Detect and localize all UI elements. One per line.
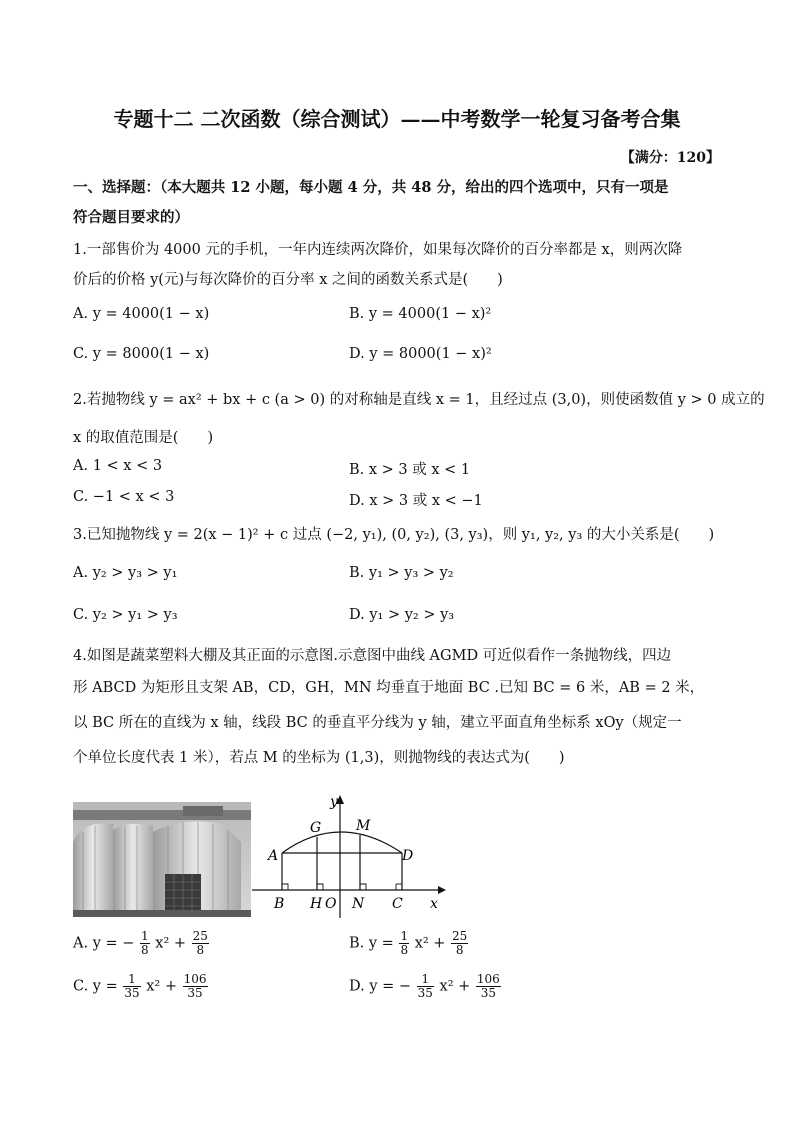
q4-option-a-prefix: A. y = − bbox=[73, 935, 135, 952]
q4-option-d-frac1: $\frac{1}{35}$ bbox=[417, 972, 433, 1000]
greenhouse-photo bbox=[73, 802, 251, 917]
q2-stem-line1: 2.若抛物线 y = ax² + bx + c (a > 0) 的对称轴是直线 x = 1，且经过点 (3,0)，则使函数值 y > 0 成立的 bbox=[73, 392, 765, 408]
full-score-label: 【满分：120】 bbox=[620, 150, 720, 166]
q4-option-b-frac2: $\frac{25}{8}$ bbox=[452, 929, 468, 957]
label-m: M bbox=[356, 818, 371, 834]
q4-option-d-mid: x² + bbox=[439, 978, 471, 995]
section1-heading-line1: 一、选择题：（本大题共 12 小题，每小题 4 分，共 48 分，给出的四个选项中，只有一项是 bbox=[73, 179, 669, 196]
q4-option-b-prefix: B. y = bbox=[349, 935, 394, 952]
q4-option-a bbox=[73, 930, 210, 957]
q4-option-d bbox=[349, 973, 502, 1000]
q4-option-b-frac1: $\frac{1}{8}$ bbox=[400, 929, 409, 957]
q1-stem-line2: 价后的价格 y(元)与每次降价的百分率 x 之间的函数关系式是( ) bbox=[73, 272, 503, 288]
q2-stem-line2: x 的取值范围是( ) bbox=[73, 430, 214, 446]
q4-option-b bbox=[349, 930, 469, 957]
q4-stem-line2: 形 ABCD 为矩形且支架 AB，CD，GH，MN 均垂直于地面 BC .已知 BC = 6 米，AB = 2 米， bbox=[73, 680, 705, 696]
label-a: A bbox=[268, 848, 279, 864]
q2-option-a: A. 1 < x < 3 bbox=[73, 458, 163, 474]
q3-option-a: A. y₂ > y₃ > y₁ bbox=[73, 565, 178, 581]
section1-heading-line2: 符合题目要求的） bbox=[73, 209, 189, 226]
q4-stem-line3: 以 BC 所在的直线为 x 轴，线段 BC 的垂直平分线为 y 轴，建立平面直角坐标系 xOy（规定一 bbox=[73, 715, 682, 731]
x-axis-arrow-icon bbox=[438, 886, 446, 894]
q1-option-c: C. y = 8000(1 − x) bbox=[73, 346, 210, 362]
q4-option-c-frac2: $\frac{106}{35}$ bbox=[183, 972, 207, 1000]
label-y: y bbox=[330, 794, 338, 810]
label-c: C bbox=[392, 896, 403, 912]
q4-option-a-mid: x² + bbox=[155, 935, 187, 952]
parabola-curve bbox=[282, 832, 402, 853]
q2-option-c: C. −1 < x < 3 bbox=[73, 489, 175, 505]
q4-stem-line1: 4.如图是蔬菜塑料大棚及其正面的示意图.示意图中曲线 AGMD 可近似看作一条抛物线，四边 bbox=[73, 648, 672, 664]
q2-option-b: B. x > 3 或 x < 1 bbox=[349, 462, 471, 478]
q4-option-c bbox=[73, 973, 209, 1000]
label-n: N bbox=[352, 896, 365, 912]
q4-stem-line4: 个单位长度代表 1 米），若点 M 的坐标为 (1,3)，则抛物线的表达式为( ) bbox=[73, 750, 565, 766]
q4-option-c-mid: x² + bbox=[146, 978, 177, 995]
q3-stem-line1: 3.已知抛物线 y = 2(x − 1)² + c 过点 (−2, y₁), (0, y₂), (3, y₃)，则 y₁, y₂, y₃ 的大小关系是( ) bbox=[73, 527, 715, 543]
right-angle-marks bbox=[282, 884, 402, 890]
label-g: G bbox=[310, 820, 322, 836]
page-title: 专题十二 二次函数（综合测试）——中考数学一轮复习备考合集 bbox=[113, 107, 681, 131]
q4-option-c-frac1: $\frac{1}{35}$ bbox=[124, 972, 140, 1000]
q4-option-a-frac2: $\frac{25}{8}$ bbox=[192, 929, 208, 957]
label-x: x bbox=[430, 896, 438, 912]
q4-option-a-frac1: $\frac{1}{8}$ bbox=[141, 929, 149, 957]
q1-option-b: B. y = 4000(1 − x)² bbox=[349, 306, 492, 322]
q4-option-c-prefix: C. y = bbox=[73, 978, 118, 995]
q4-option-d-frac2: $\frac{106}{35}$ bbox=[476, 972, 500, 1000]
q1-option-a: A. y = 4000(1 − x) bbox=[73, 306, 210, 322]
q1-stem-line1: 1.一部售价为 4000 元的手机，一年内连续两次降价，如果每次降价的百分率都是 x，则两次降 bbox=[73, 242, 683, 258]
q3-option-c: C. y₂ > y₁ > y₃ bbox=[73, 607, 178, 623]
label-d: D bbox=[402, 848, 414, 864]
q2-option-d: D. x > 3 或 x < −1 bbox=[349, 493, 483, 509]
q4-option-d-prefix: D. y = − bbox=[349, 978, 412, 995]
label-o: O bbox=[325, 896, 337, 912]
q1-option-d: D. y = 8000(1 − x)² bbox=[349, 346, 492, 362]
parabola-diagram bbox=[252, 790, 452, 920]
label-h: H bbox=[310, 896, 323, 912]
q3-option-d: D. y₁ > y₂ > y₃ bbox=[349, 607, 455, 623]
label-b: B bbox=[274, 896, 285, 912]
q3-option-b: B. y₁ > y₃ > y₂ bbox=[349, 565, 454, 581]
q4-option-b-mid: x² + bbox=[414, 935, 446, 952]
